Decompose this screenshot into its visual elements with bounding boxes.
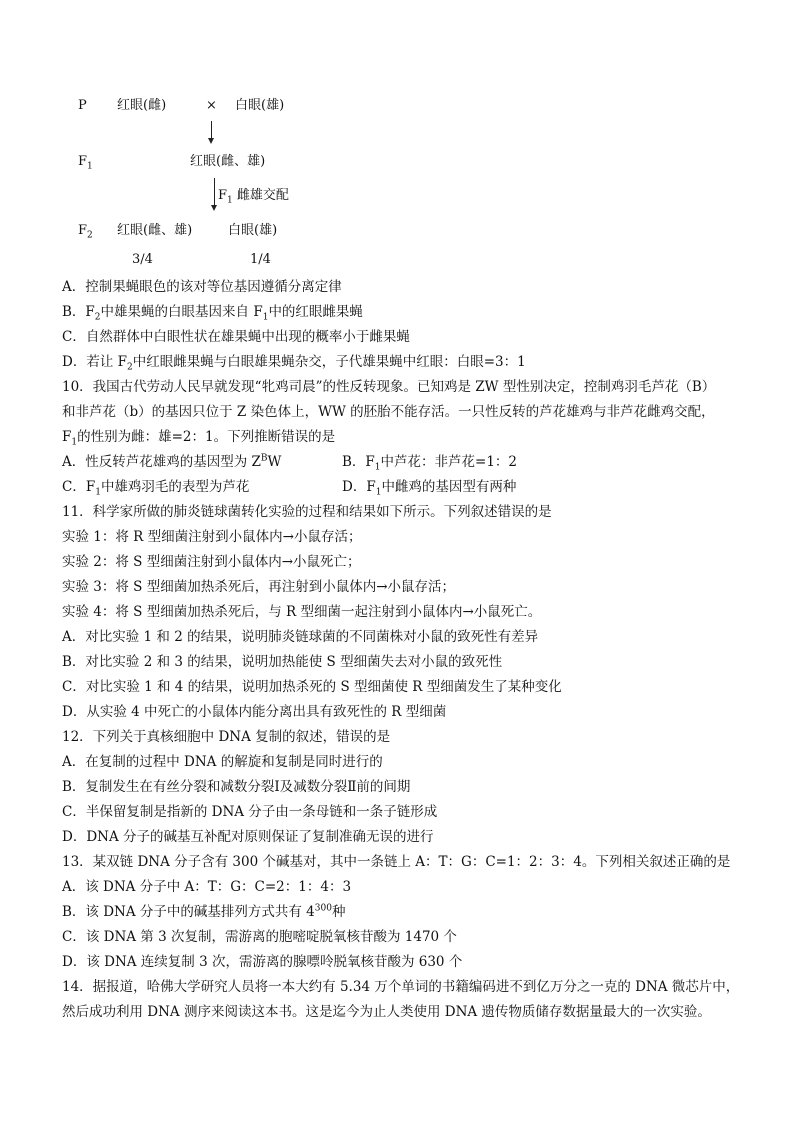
f1-phenotype: 红眼(雌、雄) — [190, 154, 266, 169]
f2-ratio-white: 1/4 — [250, 252, 271, 267]
q12-option-b: B．复制发生在有丝分裂和减数分裂Ⅰ及减数分裂Ⅱ前的间期 — [62, 779, 411, 795]
q12-option-c: C．半保留复制是指新的 DNA 分子由一条母链和一条子链形成 — [62, 804, 438, 820]
q10-stem-line1: 10．我国古代劳动人民早就发现“牝鸡司晨”的性反转现象。已知鸡是 ZW 型性别决定，控制鸡羽毛芦花（B） — [62, 379, 716, 395]
q11-option-b: B．对比实验 2 和 3 的结果，说明加热能使 S 型细菌失去对小鼠的致死性 — [62, 654, 503, 670]
q11-option-d: D．从实验 4 中死亡的小鼠体内能分离出具有致死性的 R 型细菌 — [62, 704, 447, 720]
q11-option-c: C．对比实验 1 和 4 的结果，说明加热杀死的 S 型细菌使 R 型细菌发生了某种变化 — [62, 679, 562, 695]
q11-stem: 11．科学家所做的肺炎链球菌转化实验的过程和结果如下所示。下列叙述错误的是 — [62, 504, 552, 520]
q9-option-c: C．自然群体中白眼性状在雄果蝇中出现的概率小于雌果蝇 — [62, 329, 410, 345]
p-male-phenotype: 白眼(雄) — [235, 98, 285, 113]
p-female-phenotype: 红眼(雌) — [117, 98, 167, 113]
q11-experiment-2: 实验 2：将 S 型细菌注射到小鼠体内→小鼠死亡； — [62, 554, 361, 570]
f2-ratio-red: 3/4 — [132, 252, 153, 267]
q10-stem-line3: $F_1$的性别为雌：雄=2：1。下列推断错误的是 — [62, 429, 336, 448]
q11-experiment-1: 实验 1：将 R 型细菌注射到小鼠体内→小鼠存活； — [62, 529, 362, 545]
q13-option-b: B．该 DNA 分子中的碱基排列方式共有 $4^{300}$种 — [62, 903, 346, 920]
q12-stem: 12．下列关于真核细胞中 DNA 复制的叙述，错误的是 — [62, 729, 391, 745]
q10-option-a: A．性反转芦花雄鸡的基因型为 $Z^BW$ — [62, 453, 282, 470]
q10-option-c: C．$F_1$中雄鸡羽毛的表型为芦花 — [62, 479, 250, 498]
q10-option-b: B．$F_1$中芦花：非芦花=1：2 — [342, 454, 518, 473]
q14-stem-line2: 然后成功利用 DNA 测序来阅读这本书。这是迄今为止人类使用 DNA 遗传物质储存数据量最大的一次实验。 — [62, 1004, 711, 1020]
f2-phenotype-white: 白眼(雄) — [228, 223, 278, 238]
q13-option-c: C．该 DNA 第 3 次复制，需游离的胞嘧啶脱氧核苷酸为 1470 个 — [62, 929, 457, 945]
q11-experiment-4: 实验 4：将 S 型细菌加热杀死后，与 R 型细菌一起注射到小鼠体内→小鼠死亡。 — [62, 604, 542, 620]
q9-option-d: D．若让 $F_2$中红眼雌果蝇与白眼雄果蝇杂交，子代雄果蝇中红眼：白眼=3：1 — [62, 354, 526, 373]
q9-option-a: A．控制果蝇眼色的该对等位基因遵循分离定律 — [62, 279, 342, 295]
f1-generation-label: $F_1$ — [78, 154, 93, 172]
cross-sign: × — [206, 98, 217, 113]
q9-option-b: B．$F_2$中雄果蝇的白眼基因来自 $F_1$中的红眼雌果蝇 — [62, 304, 363, 323]
down-arrow-icon — [211, 121, 212, 139]
f2-phenotype-red: 红眼(雌、雄) — [117, 223, 193, 238]
q12-option-d: D．DNA 分子的碱基互补配对原则保证了复制准确无误的进行 — [62, 829, 434, 845]
q11-option-a: A．对比实验 1 和 2 的结果，说明肺炎链球菌的不同菌株对小鼠的致死性有差异 — [62, 629, 539, 645]
q11-experiment-3: 实验 3：将 S 型细菌加热杀死后，再注射到小鼠体内→小鼠存活； — [62, 579, 456, 595]
q10-option-d: D．$F_1$中雌鸡的基因型有两种 — [342, 479, 517, 498]
q13-option-a: A．该 DNA 分子中 A：T：G：C=2：1：4：3 — [62, 879, 352, 895]
q13-stem: 13．某双链 DNA 分子含有 300 个碱基对，其中一条链上 A：T：G：C=1：2：3：4。下列相关叙述正确的是 — [62, 854, 731, 870]
q13-option-d: D．该 DNA 连续复制 3 次，需游离的腺嘌呤脱氧核苷酸为 630 个 — [62, 954, 463, 970]
q12-option-a: A．在复制的过程中 DNA 的解旋和复制是同时进行的 — [62, 754, 383, 770]
q14-stem-line1: 14．据报道，哈佛大学研究人员将一本大约有 5.34 万个单词的书籍编码进不到亿万分之一克的 DNA 微芯片中， — [62, 979, 740, 995]
down-arrow-icon — [214, 178, 215, 206]
f2-generation-label: $F_2$ — [78, 223, 93, 241]
q10-stem-line2: 和非芦花（b）的基因只位于 Z 染色体上，WW 的胚胎不能存活。一只性反转的芦花雄鸡与非芦花雌鸡交配， — [62, 404, 715, 420]
f1-intercross-label: $F_1$ 雌雄交配 — [218, 188, 289, 206]
p-generation-label: P — [78, 98, 87, 113]
